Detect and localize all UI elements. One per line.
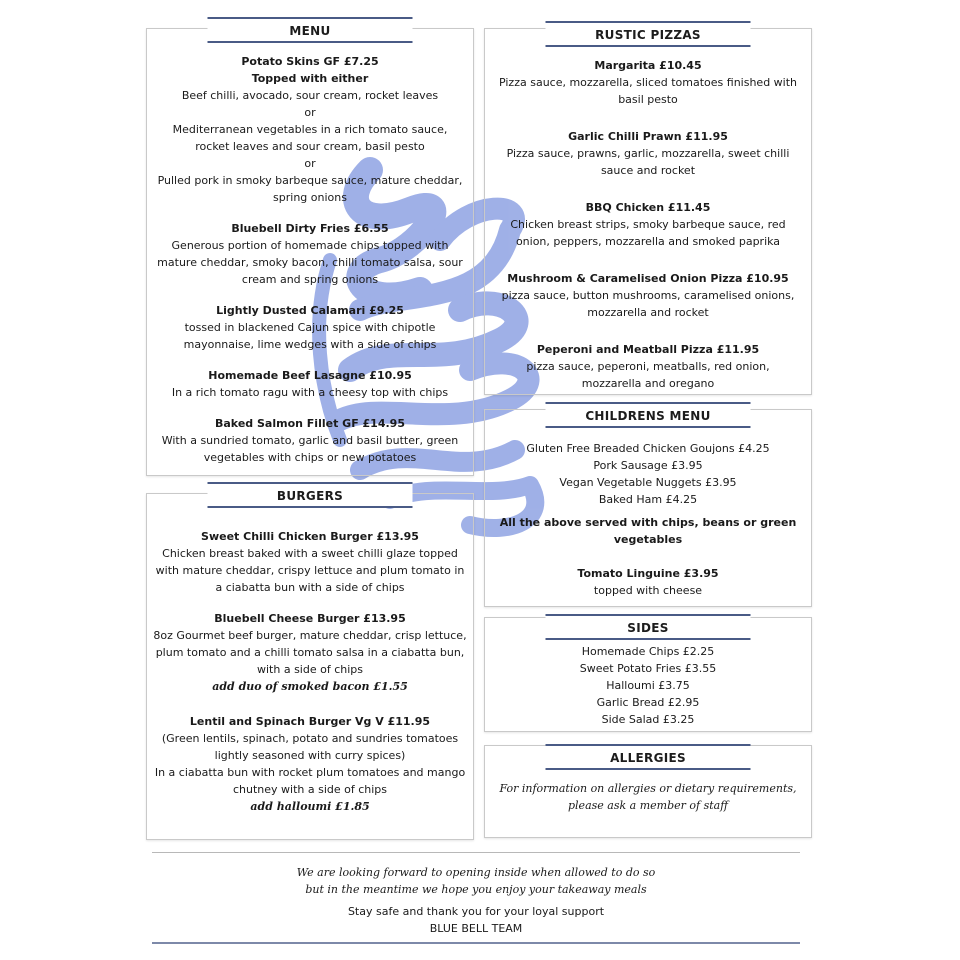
burger-item-desc: Chicken breast baked with a sweet chilli glaze topped xyxy=(162,547,458,560)
pizzas-section xyxy=(484,28,812,395)
menu-item-desc: mature cheddar, smoky bacon, chilli tomato salsa, sour xyxy=(157,256,463,269)
childrens-extra-title: Tomato Linguine £3.95 xyxy=(577,567,719,580)
burger-item-desc: with a side of chips xyxy=(257,663,363,676)
side-item: Side Salad £3.25 xyxy=(601,713,695,726)
menu-item-desc: cream and spring onions xyxy=(241,273,379,286)
menu-item-desc: Generous portion of homemade chips topped with xyxy=(171,239,449,252)
menu-section-title: MENU xyxy=(208,17,413,43)
menu-item-desc: rocket leaves and sour cream, basil pesto xyxy=(195,140,425,153)
pizza-item-desc: mozzarella and rocket xyxy=(587,306,709,319)
menu-item-title: Bluebell Dirty Fries £6.55 xyxy=(231,222,389,235)
menu-item-desc: In a rich tomato ragu with a cheesy top with chips xyxy=(171,386,449,399)
menu-item-title: Baked Salmon Fillet GF £14.95 xyxy=(215,417,405,430)
burger-item-title: Sweet Chilli Chicken Burger £13.95 xyxy=(201,530,419,543)
childrens-section-title: CHILDRENS MENU xyxy=(546,402,751,428)
menu-item-desc: With a sundried tomato, garlic and basil butter, green xyxy=(161,434,459,447)
childrens-note: All the above served with chips, beans or green xyxy=(499,516,797,529)
footer-signature: BLUE BELL TEAM xyxy=(429,922,523,935)
childrens-section xyxy=(484,409,812,607)
childrens-item: Pork Sausage £3.95 xyxy=(593,459,703,472)
menu-item-desc: Beef chilli, avocado, sour cream, rocket leaves xyxy=(181,89,439,102)
menu-item-desc: or xyxy=(304,106,316,119)
pizza-item-title: Mushroom & Caramelised Onion Pizza £10.95 xyxy=(507,272,789,285)
pizza-item-desc: basil pesto xyxy=(618,93,678,106)
burgers-section-title: BURGERS xyxy=(208,482,413,508)
burgers-section xyxy=(146,489,474,840)
pizza-item-desc: Pizza sauce, prawns, garlic, mozzarella, sweet chilli xyxy=(506,147,790,160)
menu-item-desc: spring onions xyxy=(273,191,347,204)
pizza-item-desc: Pizza sauce, mozzarella, sliced tomatoes finished with xyxy=(498,76,798,89)
menu-item-desc: mayonnaise, lime wedges with a side of chips xyxy=(183,338,437,351)
pizzas-section-title: RUSTIC PIZZAS xyxy=(546,21,751,47)
pizza-item xyxy=(485,270,811,321)
burger-item-desc: 8oz Gourmet beef burger, mature cheddar, crisp lettuce, xyxy=(153,629,467,642)
menu-section xyxy=(146,24,474,476)
menu-item-desc: or xyxy=(304,157,316,170)
side-item: Sweet Potato Fries £3.55 xyxy=(579,662,717,675)
burger-item-desc: plum tomato and a chilli tomato salsa in a ciabatta bun, xyxy=(155,646,465,659)
sides-section-title: SIDES xyxy=(546,614,751,640)
pizza-item-title: Peperoni and Meatball Pizza £11.95 xyxy=(536,343,760,356)
burger-item-desc: with mature cheddar, crispy lettuce and plum tomato in xyxy=(155,564,465,577)
allergies-info: For information on allergies or dietary requirements, xyxy=(499,782,797,795)
burger-item-addon: add halloumi £1.85 xyxy=(250,800,370,813)
footer-thanks: Stay safe and thank you for your loyal support xyxy=(347,905,605,918)
menu-item xyxy=(147,53,473,206)
footer-divider xyxy=(152,852,800,853)
menu-item xyxy=(147,220,473,288)
childrens-item: Baked Ham £4.25 xyxy=(598,493,698,506)
footer xyxy=(152,864,800,937)
pizza-item-title: BBQ Chicken £11.45 xyxy=(585,201,711,214)
side-item: Garlic Bread £2.95 xyxy=(596,696,700,709)
pizza-item-title: Garlic Chilli Prawn £11.95 xyxy=(568,130,728,143)
burger-item-desc: a ciabatta bun with a side of chips xyxy=(215,581,405,594)
pizza-item xyxy=(485,128,811,179)
pizza-item-desc: pizza sauce, peperoni, meatballs, red onion, xyxy=(526,360,770,373)
pizza-item-desc: onion, peppers, mozzarella and smoked paprika xyxy=(515,235,781,248)
menu-item xyxy=(147,415,473,466)
pizza-item-desc: pizza sauce, button mushrooms, caramelised onions, xyxy=(501,289,795,302)
menu-item-title: Homemade Beef Lasagne £10.95 xyxy=(208,369,412,382)
burger-item-title: Lentil and Spinach Burger Vg V £11.95 xyxy=(189,715,431,728)
allergies-section xyxy=(484,745,812,838)
menu-item-desc: Pulled pork in smoky barbeque sauce, mature cheddar, xyxy=(157,174,463,187)
burger-item xyxy=(147,713,473,815)
burger-item-desc: In a ciabatta bun with rocket plum tomatoes and mango xyxy=(154,766,466,779)
burger-item-title: Bluebell Cheese Burger £13.95 xyxy=(214,612,406,625)
footer-bottom-rule xyxy=(152,942,800,944)
pizza-item-desc: Chicken breast strips, smoky barbeque sauce, red xyxy=(510,218,786,231)
footer-message: but in the meantime we hope you enjoy your takeaway meals xyxy=(305,883,647,896)
allergies-info: please ask a member of staff xyxy=(568,799,728,812)
burger-item xyxy=(147,528,473,596)
sides-section xyxy=(484,617,812,732)
pizza-item xyxy=(485,199,811,250)
childrens-item: Vegan Vegetable Nuggets £3.95 xyxy=(559,476,737,489)
menu-item xyxy=(147,302,473,353)
menu-item-subtitle: Topped with either xyxy=(251,72,369,85)
burger-item-addon: add duo of smoked bacon £1.55 xyxy=(212,680,408,693)
pizza-item-desc: mozzarella and oregano xyxy=(581,377,715,390)
burger-item-desc: lightly seasoned with curry spices) xyxy=(214,749,406,762)
burger-item-desc: chutney with a side of chips xyxy=(232,783,388,796)
menu-item-title: Potato Skins GF £7.25 xyxy=(241,55,379,68)
footer-message: We are looking forward to opening inside when allowed to do so xyxy=(296,866,656,879)
side-item: Homemade Chips £2.25 xyxy=(581,645,715,658)
menu-item-desc: Mediterranean vegetables in a rich tomato sauce, xyxy=(172,123,448,136)
side-item: Halloumi £3.75 xyxy=(606,679,690,692)
pizza-item xyxy=(485,341,811,392)
burger-item-desc: (Green lentils, spinach, potato and sundries tomatoes xyxy=(161,732,459,745)
menu-item xyxy=(147,367,473,401)
menu-item-desc: tossed in blackened Cajun spice with chipotle xyxy=(184,321,436,334)
pizza-item-title: Margarita £10.45 xyxy=(594,59,702,72)
childrens-note: vegetables xyxy=(613,533,683,546)
pizza-item xyxy=(485,57,811,108)
burger-item xyxy=(147,610,473,695)
childrens-item: Gluten Free Breaded Chicken Goujons £4.25 xyxy=(526,442,770,455)
menu-item-desc: vegetables with chips or new potatoes xyxy=(203,451,417,464)
allergies-section-title: ALLERGIES xyxy=(546,744,751,770)
pizza-item-desc: sauce and rocket xyxy=(600,164,696,177)
menu-item-title: Lightly Dusted Calamari £9.25 xyxy=(216,304,404,317)
childrens-extra-desc: topped with cheese xyxy=(593,584,703,597)
